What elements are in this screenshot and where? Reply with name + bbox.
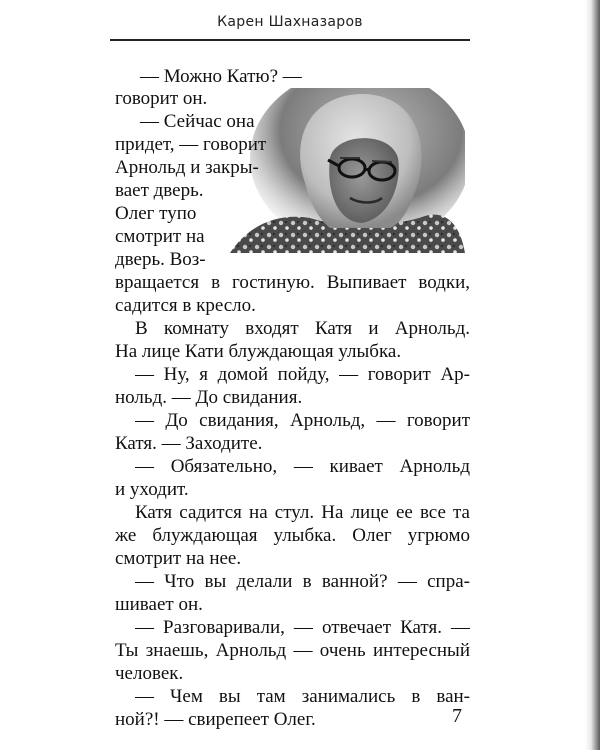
text-line: Катя садится на стул. На лице ее все та (135, 502, 470, 523)
text-line: На лице Кати блуждающая улыбка. (115, 341, 402, 362)
text-line: Олег тупо (115, 203, 197, 224)
text-line: нольд. — До свидания. (115, 387, 303, 408)
text-line: — Обязательно, — кивает Арнольд (135, 456, 470, 477)
text-line: Арнольд и закры- (115, 157, 259, 178)
text-line: — Чем вы там занимались в ван- (135, 686, 470, 707)
text-line: смотрит на (115, 226, 205, 247)
running-header: Карен Шахназаров (217, 14, 363, 30)
text-line: — До свидания, Арнольд, — говорит (135, 410, 470, 431)
text-line: ной?! — свирепеет Олег. (115, 709, 316, 730)
text-line: же блуждающая улыбка. Олег угрюмо (115, 525, 470, 546)
text-line: придет, — говорит (115, 134, 267, 155)
text-line: вает дверь. (115, 180, 204, 201)
text-line: говорит он. (115, 88, 208, 109)
text-line: садится в кресло. (115, 295, 256, 316)
text-line: — Разговаривали, — отвечает Катя. — (135, 617, 470, 638)
text-line: — Сейчас она (140, 111, 255, 132)
text-line: — Ну, я домой пойду, — говорит Ар- (135, 364, 470, 385)
text-line: шивает он. (115, 594, 203, 615)
text-line: и уходит. (115, 479, 189, 500)
page-number: 7 (452, 705, 462, 727)
text-line: дверь. Воз- (115, 249, 206, 270)
text-line: человек. (115, 663, 184, 684)
text-line: — Можно Катю? — (140, 66, 302, 87)
text-line: Катя. — Заходите. (115, 433, 263, 454)
text-line: смотрит на нее. (115, 548, 242, 569)
text-line: вращается в гостиную. Выпивает водки, (115, 272, 470, 293)
author-photo (230, 88, 465, 253)
header-rule (110, 39, 470, 41)
text-line: В комнату входят Катя и Арнольд. (135, 318, 470, 339)
page-edge-shadow (585, 0, 600, 750)
text-line: Ты знаешь, Арнольд — очень интересный (115, 640, 470, 661)
text-line: — Что вы делали в ванной? — спра- (135, 571, 470, 592)
